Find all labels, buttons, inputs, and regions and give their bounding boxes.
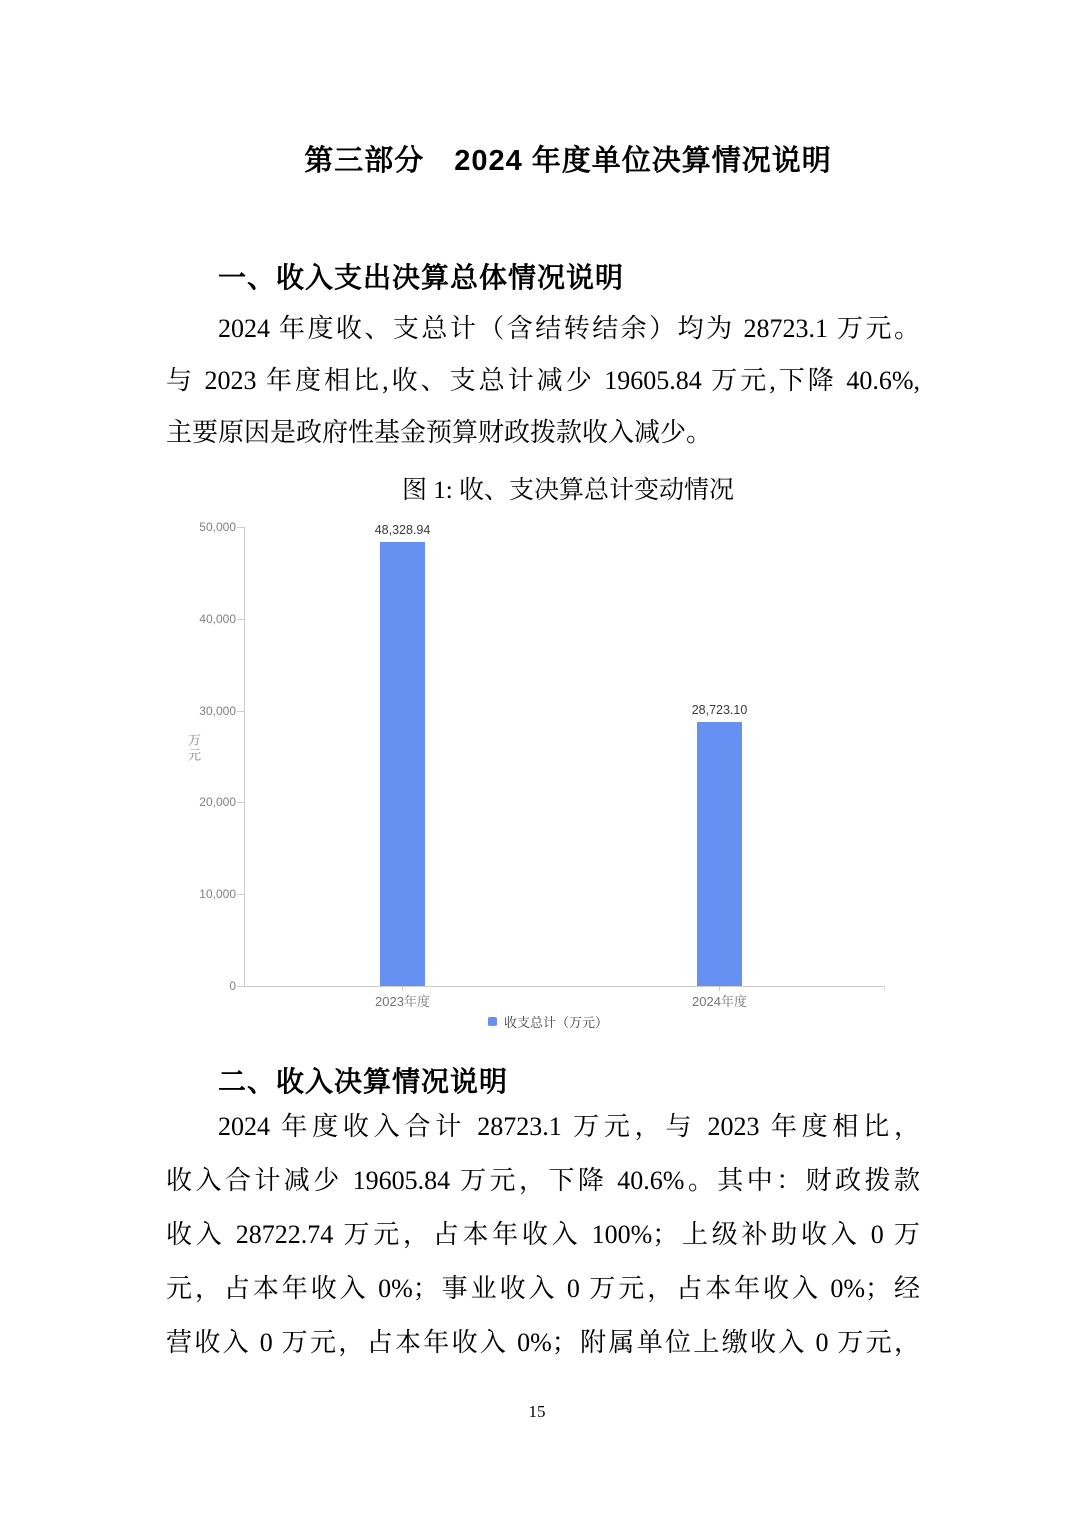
x-category-label: 2023年度 xyxy=(375,994,430,1009)
page-number: 15 xyxy=(528,1402,546,1421)
y-tick-mark xyxy=(237,894,244,895)
paragraph-line: 收入 28722.74 万元，占本年收入 100%；上级补助收入 0 万 xyxy=(166,1220,920,1249)
section-1-paragraph xyxy=(166,303,920,459)
bar xyxy=(697,722,742,986)
y-tick-label: 50,000 xyxy=(199,520,236,534)
y-tick-mark xyxy=(237,986,244,987)
y-tick-label: 30,000 xyxy=(199,704,236,718)
section-2-heading: 二、收入决算情况说明 xyxy=(218,1066,509,1097)
section-2-paragraph xyxy=(166,1100,920,1370)
y-tick-label: 0 xyxy=(229,979,236,993)
x-axis-line xyxy=(244,986,884,987)
x-axis-end-tick xyxy=(884,986,885,991)
legend-label: 收支总计（万元） xyxy=(503,1015,608,1030)
section-1-heading: 一、收入支出决算总体情况说明 xyxy=(218,262,625,293)
bar-value-label: 48,328.94 xyxy=(374,523,431,537)
x-category-label: 2024年度 xyxy=(692,994,747,1009)
page-title: 第三部分 2024 年度单位决算情况说明 xyxy=(304,145,832,177)
paragraph-line: 营收入 0 万元，占本年收入 0%；附属单位上缴收入 0 万元， xyxy=(166,1328,920,1357)
y-tick-mark xyxy=(237,527,244,528)
bar-chart xyxy=(178,503,918,1048)
paragraph-line: 收入合计减少 19605.84 万元，下降 40.6%。其中：财政拨款 xyxy=(166,1166,920,1195)
bar xyxy=(380,542,425,986)
x-tick-mark xyxy=(719,986,720,991)
y-tick-label: 10,000 xyxy=(199,887,236,901)
y-tick-mark xyxy=(237,711,244,712)
figure-caption: 图 1: 收、支决算总计变动情况 xyxy=(402,477,734,504)
chart-legend xyxy=(178,1012,918,1031)
paragraph-line: 2024 年度收、支总计（含结转结余）均为 28723.1 万元。 xyxy=(218,314,920,343)
bar-value-label: 28,723.10 xyxy=(691,703,748,717)
y-tick-label: 40,000 xyxy=(199,612,236,626)
paragraph-line: 2024 年度收入合计 28723.1 万元，与 2023 年度相比， xyxy=(218,1112,920,1141)
paragraph-line: 与 2023 年度相比,收、支总计减少 19605.84 万元,下降 40.6%, xyxy=(166,366,920,395)
y-axis-line xyxy=(244,527,245,986)
paragraph-line: 主要原因是政府性基金预算财政拨款收入减少。 xyxy=(166,418,713,447)
y-axis-title: 万元 xyxy=(186,733,201,763)
x-tick-mark xyxy=(402,986,403,991)
legend-marker-icon xyxy=(488,1017,497,1026)
y-tick-mark xyxy=(237,802,244,803)
y-tick-mark xyxy=(237,619,244,620)
paragraph-line: 元，占本年收入 0%；事业收入 0 万元，占本年收入 0%；经 xyxy=(166,1274,920,1303)
y-tick-label: 20,000 xyxy=(199,795,236,809)
